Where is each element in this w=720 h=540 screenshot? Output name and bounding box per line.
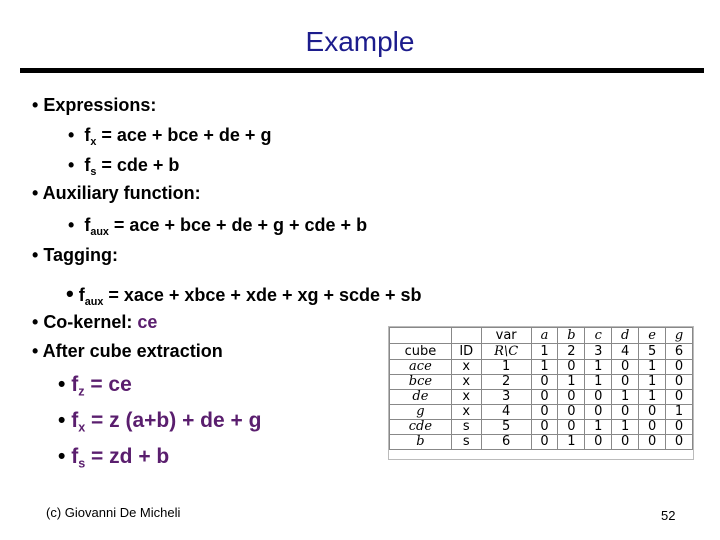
cube-matrix: [389, 327, 693, 450]
table-row: [390, 390, 693, 405]
table-cell: 5: [639, 344, 666, 360]
table-cell: 6: [481, 435, 531, 450]
table-cell: 0: [531, 435, 558, 450]
table-cell: 0: [531, 375, 558, 390]
table-cell: s: [451, 420, 481, 435]
table-cell: [451, 328, 481, 344]
table-row: [390, 420, 693, 435]
table-cell: 0: [558, 390, 585, 405]
table-cell: 1: [585, 360, 612, 375]
table-cell: 1: [639, 375, 666, 390]
table-cell: cde: [390, 420, 452, 435]
tagging-label: Tagging:: [43, 245, 118, 265]
table-row: [390, 405, 693, 420]
table-cell: 3: [481, 390, 531, 405]
aux-heading: • Auxiliary function:: [32, 183, 201, 203]
table-cell: 1: [612, 390, 639, 405]
fs-expression: • $f_s$ = cde + b: [68, 155, 180, 178]
table-cell: 0: [585, 405, 612, 420]
table-cell: 0: [639, 405, 666, 420]
table-cell: 0: [639, 420, 666, 435]
table-cell: 0: [531, 390, 558, 405]
table-cell: R\C: [481, 344, 531, 360]
table-cell: 5: [481, 420, 531, 435]
table-cell: 0: [612, 375, 639, 390]
result-fx: • $f_x = z$ (a+b) + de + g: [58, 409, 262, 435]
table-cell: e: [639, 328, 666, 344]
cokernel-value: ce: [137, 312, 158, 332]
table-cell: 1: [585, 375, 612, 390]
table-cell: b: [558, 328, 585, 344]
table-cell: 2: [481, 375, 531, 390]
table-cell: 0: [558, 420, 585, 435]
table-cell: 0: [612, 435, 639, 450]
table-cell: 6: [666, 344, 693, 360]
table-cell: 2: [558, 344, 585, 360]
table-header-row: [390, 328, 693, 344]
footer-credit: (c) Giovanni De Micheli: [46, 505, 181, 520]
table-cell: var: [481, 328, 531, 344]
table-cell: 4: [612, 344, 639, 360]
cokernel-heading: • Co-kernel: ce: [32, 312, 158, 332]
title-rule: [20, 68, 704, 73]
expressions-label: Expressions:: [43, 95, 157, 115]
table-row: [390, 375, 693, 390]
table-cell: 0: [666, 375, 693, 390]
table-cell: 1: [612, 420, 639, 435]
table-cell: de: [390, 390, 452, 405]
table-cell: 1: [531, 344, 558, 360]
table-cell: 1: [481, 360, 531, 375]
table-cell: ID: [451, 344, 481, 360]
table-row: [390, 360, 693, 375]
cube-matrix-table: [388, 326, 694, 460]
table-cell: 0: [612, 360, 639, 375]
table-cell: d: [612, 328, 639, 344]
after-label: After cube extraction: [42, 341, 223, 361]
after-heading: • After cube extraction: [32, 341, 223, 361]
tagging-heading: • Tagging:: [32, 245, 118, 265]
table-cell: 0: [666, 360, 693, 375]
table-cell: a: [531, 328, 558, 344]
result-fs: • $f_s$ = zd + b: [58, 445, 170, 471]
table-cell: cube: [390, 344, 452, 360]
result-fz: • $f_z$ = ce: [58, 373, 132, 399]
table-cell: 0: [531, 420, 558, 435]
expressions-heading: • Expressions:: [32, 95, 157, 115]
table-row: [390, 435, 693, 450]
cokernel-label: Co-kernel:: [43, 312, 138, 332]
table-cell: 0: [558, 405, 585, 420]
table-cell: 0: [666, 390, 693, 405]
fx-expression: • $f_x$ = ace + bce + de + g: [68, 125, 272, 148]
table-cell: 1: [639, 390, 666, 405]
table-cell: x: [451, 405, 481, 420]
table-cell: 0: [585, 435, 612, 450]
table-cell: g: [666, 328, 693, 344]
table-cell: ace: [390, 360, 452, 375]
table-cell: [390, 328, 452, 344]
table-cell: 0: [639, 435, 666, 450]
table-cell: 1: [558, 375, 585, 390]
tagged-expression: • $f_{aux}$ = xace + xbce + xde + xg + scde + sb: [66, 281, 422, 308]
table-cell: c: [585, 328, 612, 344]
table-cell: 3: [585, 344, 612, 360]
table-cell: 0: [666, 435, 693, 450]
table-cell: x: [451, 375, 481, 390]
table-cell: 4: [481, 405, 531, 420]
table-cell: 0: [612, 405, 639, 420]
table-cell: 1: [531, 360, 558, 375]
table-cell: g: [390, 405, 452, 420]
table-cell: x: [451, 360, 481, 375]
slide-title: Example: [305, 26, 415, 57]
aux-label: Auxiliary function:: [42, 183, 201, 203]
table-cell: 1: [558, 435, 585, 450]
table-cell: 1: [585, 420, 612, 435]
table-cell: 1: [639, 360, 666, 375]
table-cell: x: [451, 390, 481, 405]
table-cell: 1: [666, 405, 693, 420]
table-cell: bce: [390, 375, 452, 390]
faux-expression: • $f_{aux}$ = ace + bce + de + g + cde + b: [68, 215, 368, 238]
table-cell: 0: [531, 405, 558, 420]
page-number: 52: [661, 508, 676, 523]
table-header-row: [390, 344, 693, 360]
table-cell: 0: [666, 420, 693, 435]
table-cell: b: [390, 435, 452, 450]
table-cell: s: [451, 435, 481, 450]
table-cell: 0: [558, 360, 585, 375]
table-cell: 0: [585, 390, 612, 405]
